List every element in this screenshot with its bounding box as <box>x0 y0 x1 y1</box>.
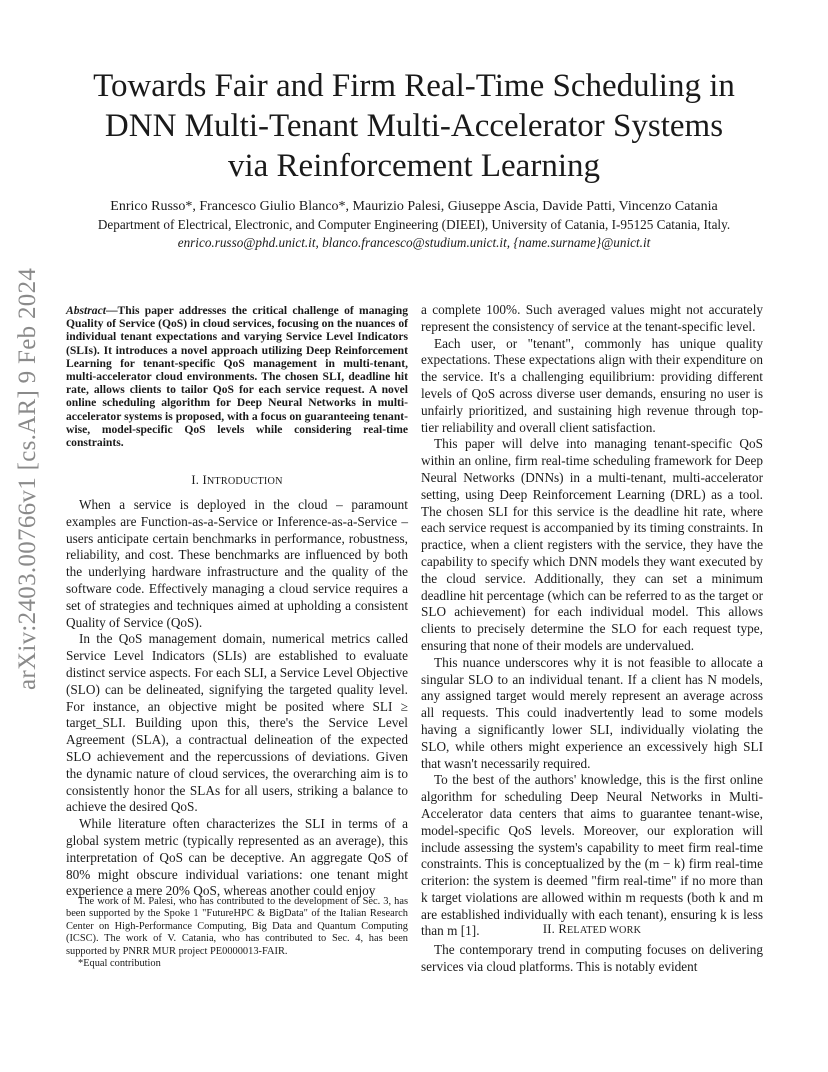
paragraph: This paper will delve into managing tenant-specific QoS within an online, firm real-time scheduling framework for Deep Neural Networks (DNNs) in a multi-tenant, multi-accelerator setting, using Deep Reinforcement Learning (DRL) as a tool. The chosen SLI for this service is the deadline hit rate, where each service request is accompanied by its timing constraints. In practice, when a client registers with the service, they have the capability to specify which DNN models they want executed by the cloud service. Additionally, they can set a minimum deadline hit percentage (which can be referred to as the target or SLO achievement) for each individual model. This allows clients to precisely determine the SLO for each request type, ensuring that none of their models are undervalued. <box>421 436 763 653</box>
paragraph: In the QoS management domain, numerical metrics called Service Level Indicators (SLIs) are established to evaluate distinct service aspects. For each SLI, a Service Level Objective (SLO) can be delineated, signifying the targeted quality level. For instance, an objective might be posited where SLI ≥ target_SLI. Building upon this, there's the Service Level Agreement (SLA), a contractual delineation of the expected SLO achievement and the repercussions of deviations. Given the dynamic nature of cloud services, the overarching aim is to consistently honor the SLAs for all users, striking a balance to achieve the desired QoS. <box>66 631 408 815</box>
section-numeral: II. <box>542 922 555 936</box>
arxiv-identifier-stamp: arXiv:2403.00766v1 [cs.AR] 9 Feb 2024 <box>14 267 41 690</box>
left-column-body <box>66 497 408 900</box>
title-line: Towards Fair and Firm Real-Time Scheduling in <box>93 68 735 104</box>
section-initial: R <box>558 922 567 936</box>
paragraph: When a service is deployed in the cloud – paramount examples are Function-as-a-Service or Inference-as-a-Service – users anticipate certain benchmarks in performance, robustness, reliability, and cost. These benchmarks are influenced by both the underlying hardware infrastructure and the quality of the software code. Effectively managing a cloud service requires a set of strategies and techniques aimed at upholding a consistent Quality of Service (QoS). <box>66 497 408 630</box>
section-heading-introduction <box>66 473 408 488</box>
author-emails: enrico.russo@phd.unict.it, blanco.francesco@studium.unict.it, {name.surname}@unict.it <box>177 235 651 250</box>
title-line: DNN Multi-Tenant Multi-Accelerator Systems <box>104 108 724 144</box>
footnotes <box>66 896 408 970</box>
paragraph: Each user, or "tenant", commonly has unique quality expectations. These expectations align with their expenditure on the service. It's a challenging equilibrium: providing different levels of QoS across diverse user demands, ensuring no user is unfairly prioritized, and sustaining high revenue through top-tier reliability and overall client satisfaction. <box>421 335 763 435</box>
funding-footnote: The work of M. Palesi, who has contributed to the development of Sec. 3, has been supported by the Spoke 1 "FutureHPC & BigData" of the Italian Research Center on High-Performance Computing, Big Data and Quantum Computing (ICSC). The work of V. Catania, who has contributed to Sec. 4, has been supported by PNRR MUR project PE0000013-FAIR. <box>66 896 408 957</box>
paragraph: To the best of the authors' knowledge, this is the first online algorithm for scheduling Deep Neural Networks in Multi-Accelerator data centers that aims to guarantee tenant-wise, model-specific QoS levels. Moreover, our exploration will include assessing the system's capability to meet firm real-time constraints. This is conceptualized by the (m − k) firm real-time criterion: the system is deemed "firm real-time" if no more than k target violations are allowed within m requests (both k and m are established individually with each tenant), ensuring k is less than m [1]. <box>421 772 763 939</box>
paper-title <box>60 66 768 186</box>
abstract <box>66 304 408 449</box>
equal-contribution-footnote: *Equal contribution <box>78 958 161 970</box>
section-rest: ELATED WORK <box>566 925 642 936</box>
author-list: Enrico Russo*, Francesco Giulio Blanco*, Maurizio Palesi, Giuseppe Ascia, Davide Patti, Vincenzo Catania <box>110 199 718 214</box>
paragraph: a complete 100%. Such averaged values might not accurately represent the consistency of service at the tenant-specific level. <box>421 302 763 334</box>
title-line: via Reinforcement Learning <box>227 148 600 184</box>
abstract-text: —This paper addresses the critical challenge of managing Quality of Service (QoS) in cloud services, focusing on the nuances of individual tenant expectations and varying Service Level Indicators (SLIs). It introduces a novel approach utilizing Deep Reinforcement Learning for tenant-specific QoS management in multi-tenant, multi-accelerator cloud environments. The chosen SLI, deadline hit rate, allows clients to tailor QoS for each service request. A novel online scheduling algorithm for Deep Neural Networks in multi-accelerator systems is proposed, with a focus on guaranteeing tenant-wise, model-specific QoS levels while considering real-time constraints. <box>66 304 408 450</box>
paragraph: The contemporary trend in computing focuses on delivering services via cloud platforms. This is notably evident <box>421 942 763 974</box>
section-heading-related-work <box>421 922 763 937</box>
related-work-body <box>421 942 763 976</box>
section-initial: I <box>202 473 207 487</box>
affiliation: Department of Electrical, Electronic, and Computer Engineering (DIEEI), University of Catania, I-95125 Catania, Italy. <box>97 217 731 232</box>
paragraph: This nuance underscores why it is not feasible to allocate a singular SLO to an individual tenant. If a client has N models, any assigned target would merely represent an average across all requests. This could inadvertently lead to some models having a significantly lower SLI, individually violating the SLO, while others might experience an excessively high SLI that wasn't necessarily required. <box>421 654 763 771</box>
section-numeral: I. <box>191 473 200 487</box>
abstract-lead: Abstract <box>66 304 106 317</box>
paragraph: While literature often characterizes the SLI in terms of a global system metric (typically represented as an average), this interpretation of QoS can be deceptive. An aggregate QoS of 80% might obscure individual variations: one tenant might experience a mere 20% QoS, whereas another could enjoy <box>66 816 408 899</box>
section-rest: NTRODUCTION <box>206 476 283 487</box>
right-column-body <box>421 302 763 940</box>
